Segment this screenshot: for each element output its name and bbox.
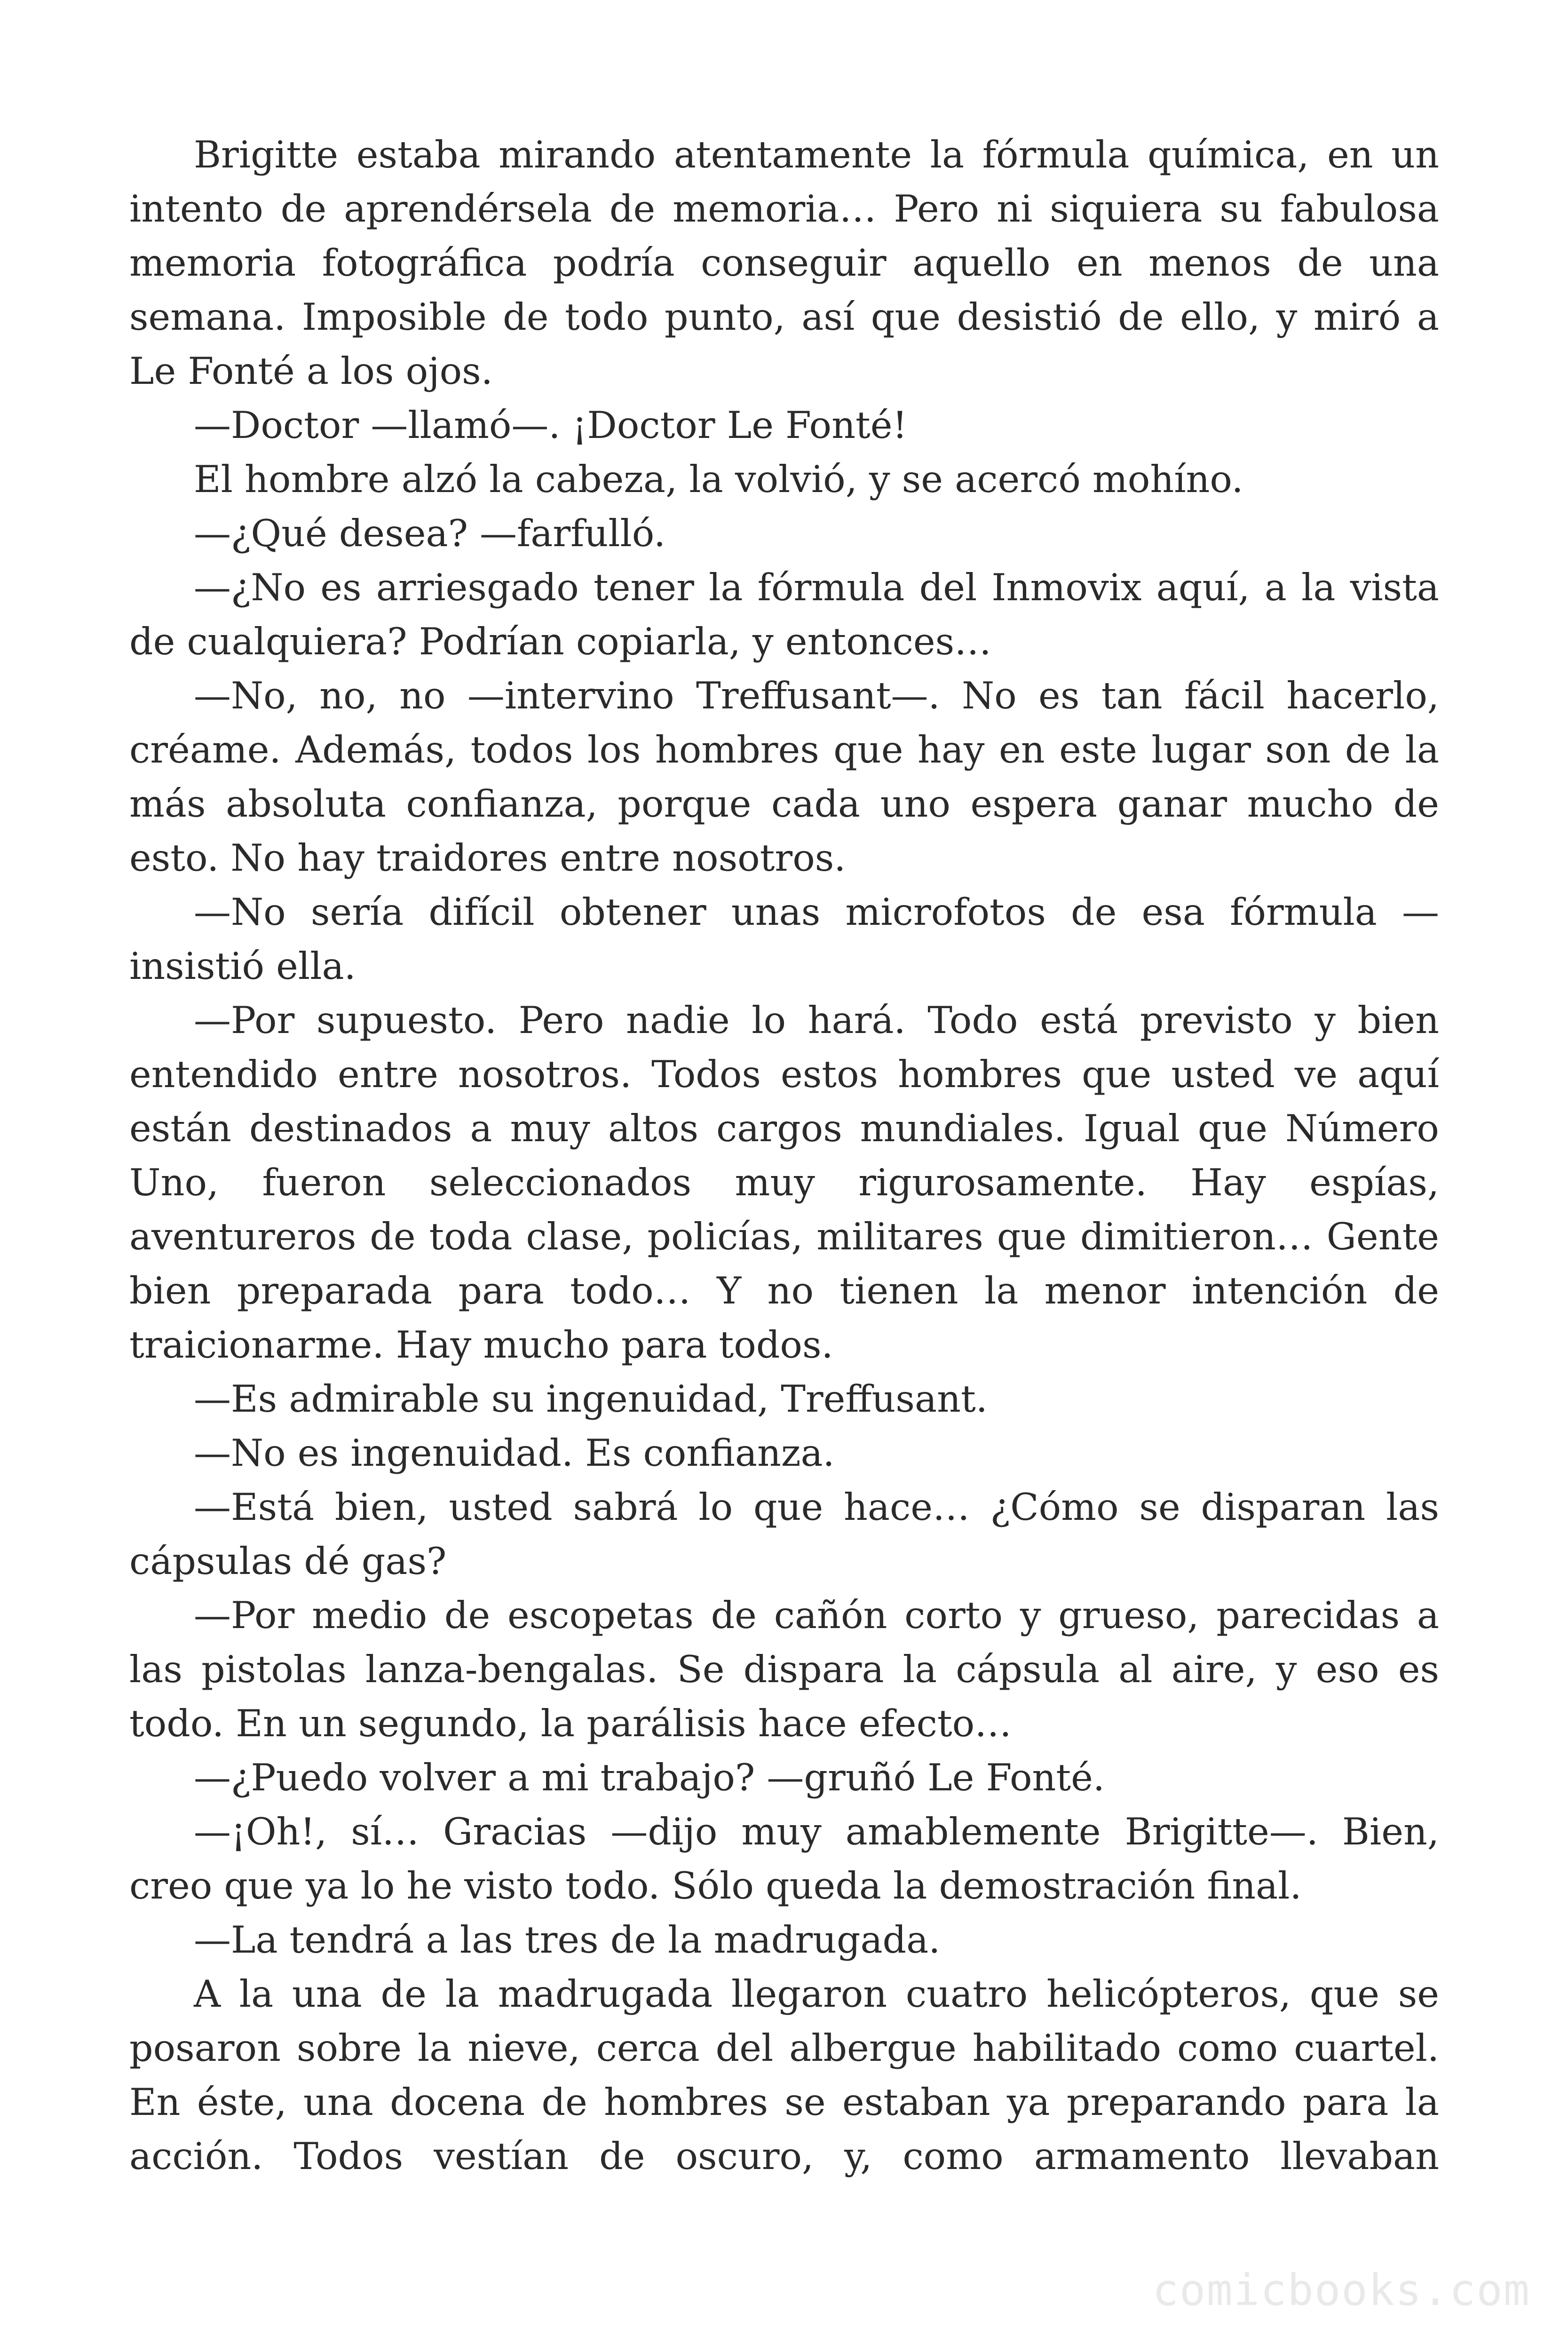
- paragraph: —Por medio de escopetas de cañón corto y grueso, parecidas a las pistolas lanza-bengalas. Se dispara la cápsula al aire, y eso es todo. En un segundo, la parálisis hace efecto…: [129, 1594, 1439, 1745]
- paragraph: —No sería difícil obtener unas microfotos de esa fórmula —insistió ella.: [129, 890, 1439, 988]
- paragraph: —La tendrá a las tres de la madrugada.: [194, 1918, 941, 1962]
- paragraph: —¿Qué desea? —farfulló.: [194, 512, 666, 555]
- paragraph: —¿No es arriesgado tener la fórmula del Inmovix aquí, a la vista de cualquiera? Podrían copiarla, y entonces…: [129, 566, 1439, 663]
- paragraph: —Por supuesto. Pero nadie lo hará. Todo está previsto y bien entendido entre nosotros. Todos estos hombres que usted ve aquí están destinados a muy altos cargos mundiales. Igual que Número Uno, fueron seleccionados muy rigurosamente. Hay espías, aventureros de toda clase, policías, militares que dimitieron… Gente bien preparada para todo… Y no tienen la menor intención de traicionarme. Hay mucho para todos.: [129, 999, 1439, 1367]
- paragraph: —¡Oh!, sí… Gracias —dijo muy amablemente Brigitte—. Bien, creo que ya lo he visto todo. Sólo queda la demostración final.: [129, 1810, 1439, 1907]
- paragraph: Brigitte estaba mirando atentamente la fórmula química, en un intento de aprendérsela de memoria… Pero ni siquiera su fabulosa memoria fotográfica podría conseguir aquello en menos de una semana. Imposible de todo punto, así que desistió de ello, y miró a Le Fonté a los ojos.: [129, 133, 1439, 393]
- paragraph: —Doctor —llamó—. ¡Doctor Le Fonté!: [194, 404, 908, 447]
- paragraph: A la una de la madrugada llegaron cuatro helicópteros, que se posaron sobre la nieve, cerca del albergue habilitado como cuartel. En éste, una docena de hombres se estaban ya preparando para la acción. Todos vestían de oscuro, y, como armamento llevaban: [129, 1972, 1439, 2178]
- paragraph: —Está bien, usted sabrá lo que hace… ¿Cómo se disparan las cápsulas dé gas?: [129, 1486, 1439, 1583]
- book-page-text: [129, 128, 1439, 2184]
- paragraph: —¿Puedo volver a mi trabajo? —gruñó Le Fonté.: [194, 1756, 1105, 1799]
- paragraph: —No es ingenuidad. Es confianza.: [194, 1431, 835, 1475]
- paragraph: —Es admirable su ingenuidad, Treffusant.: [194, 1377, 988, 1421]
- paragraph: —No, no, no —intervino Treffusant—. No es tan fácil hacerlo, créame. Además, todos los hombres que hay en este lugar son de la más absoluta confianza, porque cada uno espera ganar mucho de esto. No hay traidores entre nosotros.: [129, 674, 1439, 880]
- paragraph: El hombre alzó la cabeza, la volvió, y se acercó mohíno.: [194, 458, 1243, 501]
- watermark: comicbooks.com: [1152, 2265, 1530, 2315]
